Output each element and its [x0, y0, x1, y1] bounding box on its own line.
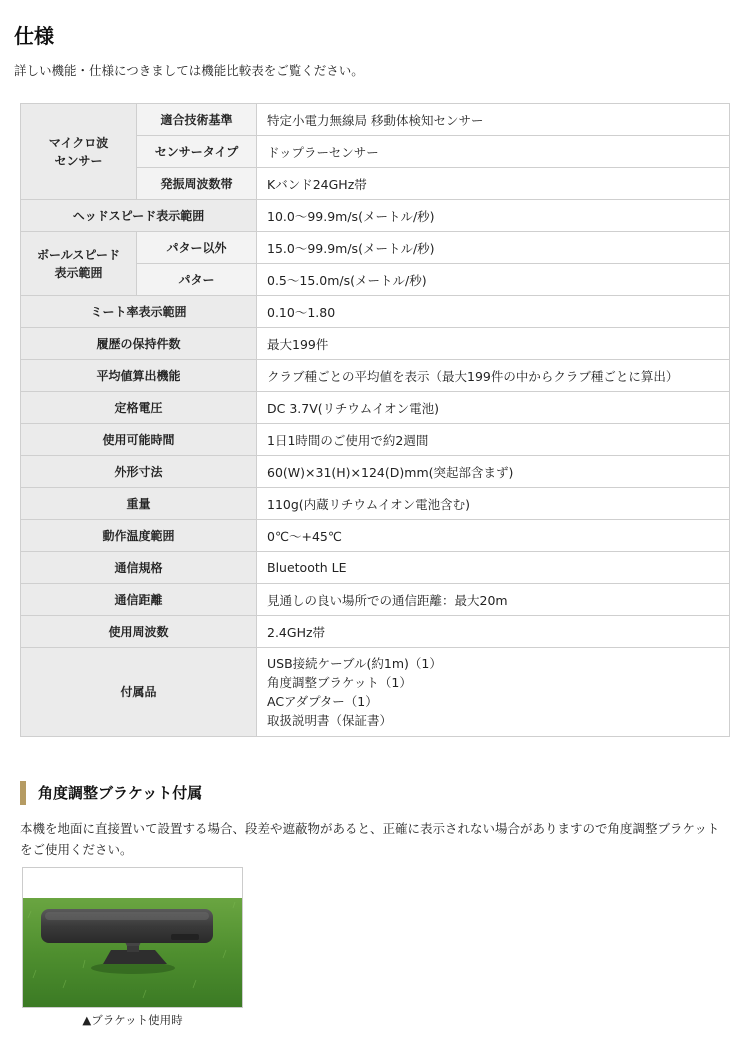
accessories-value	[257, 648, 730, 737]
weight-value: 110g(内蔵リチウムイオン電池含む)	[257, 488, 730, 520]
frequency-band-label: 発振周波数帯	[137, 168, 257, 200]
table-row	[21, 200, 730, 232]
head-speed-value: 10.0～99.9m/s(メートル/秒)	[257, 200, 730, 232]
table-row	[21, 104, 730, 136]
bracket-photo	[22, 867, 243, 1008]
meet-rate-value: 0.10～1.80	[257, 296, 730, 328]
intro-text: 詳しい機能・仕様につきましては機能比較表をご覧ください。	[14, 63, 364, 78]
dimensions-value: 60(W)×31(H)×124(D)mm(突起部含まず)	[257, 456, 730, 488]
accessory-item: ACアダプター（1）	[267, 694, 378, 709]
accessory-item: 取扱説明書（保証書）	[267, 713, 393, 728]
head-speed-label: ヘッドスピード表示範囲	[21, 200, 257, 232]
voltage-label: 定格電圧	[21, 392, 257, 424]
history-label: 履歴の保持件数	[21, 328, 257, 360]
tech-standard-label: 適合技術基準	[137, 104, 257, 136]
table-row	[21, 616, 730, 648]
tech-standard-value: 特定小電力無線局 移動体検知センサー	[257, 104, 730, 136]
usage-time-value: 1日1時間のご使用で約2週間	[257, 424, 730, 456]
comm-standard-label: 通信規格	[21, 552, 257, 584]
sensor-type-label: センサータイプ	[137, 136, 257, 168]
putter-value: 0.5～15.0m/s(メートル/秒)	[257, 264, 730, 296]
table-row	[21, 552, 730, 584]
putter-label: パター	[137, 264, 257, 296]
comm-distance-label: 通信距離	[21, 584, 257, 616]
table-row	[21, 648, 730, 737]
accessories-label: 付属品	[21, 648, 257, 737]
meet-rate-label: ミート率表示範囲	[21, 296, 257, 328]
bracket-section-heading: 角度調整ブラケット付属	[20, 781, 202, 805]
table-row	[21, 296, 730, 328]
table-row	[21, 520, 730, 552]
table-row	[21, 232, 730, 264]
voltage-value: DC 3.7V(リチウムイオン電池)	[257, 392, 730, 424]
temperature-value: 0℃～+45℃	[257, 520, 730, 552]
table-row	[21, 392, 730, 424]
usage-time-label: 使用可能時間	[21, 424, 257, 456]
table-row	[21, 456, 730, 488]
weight-label: 重量	[21, 488, 257, 520]
non-putter-label: パター以外	[137, 232, 257, 264]
ball-speed-header: ボールスピード 表示範囲	[21, 232, 137, 296]
accessory-item: USB接続ケーブル(約1m)（1）	[267, 656, 442, 671]
history-value: 最大199件	[257, 328, 730, 360]
accessory-item: 角度調整ブラケット（1）	[267, 675, 412, 690]
temperature-label: 動作温度範囲	[21, 520, 257, 552]
device-on-bracket-image	[23, 868, 242, 1007]
bracket-section-description: 本機を地面に直接置いて設置する場合、段差や遮蔽物があると、正確に表示されない場合がありますので角度調整ブラケットをご使用ください。	[20, 821, 720, 857]
microwave-sensor-header: マイクロ波 センサー	[21, 104, 137, 200]
table-row	[21, 584, 730, 616]
non-putter-value: 15.0～99.9m/s(メートル/秒)	[257, 232, 730, 264]
comm-frequency-value: 2.4GHz帯	[257, 616, 730, 648]
average-value: クラブ種ごとの平均値を表示（最大199件の中からクラブ種ごとに算出）	[257, 360, 730, 392]
dimensions-label: 外形寸法	[21, 456, 257, 488]
table-row	[21, 360, 730, 392]
comm-frequency-label: 使用周波数	[21, 616, 257, 648]
table-row	[21, 328, 730, 360]
spec-table	[20, 103, 730, 737]
sensor-type-value: ドップラーセンサー	[257, 136, 730, 168]
frequency-band-value: Kバンド24GHz帯	[257, 168, 730, 200]
table-row	[21, 488, 730, 520]
table-row	[21, 424, 730, 456]
comm-standard-value: Bluetooth LE	[257, 552, 730, 584]
photo-caption: ▲ブラケット使用時	[82, 1013, 183, 1027]
page-title: 仕様	[14, 24, 54, 48]
average-label: 平均値算出機能	[21, 360, 257, 392]
comm-distance-value: 見通しの良い場所での通信距離：最大20m	[257, 584, 730, 616]
